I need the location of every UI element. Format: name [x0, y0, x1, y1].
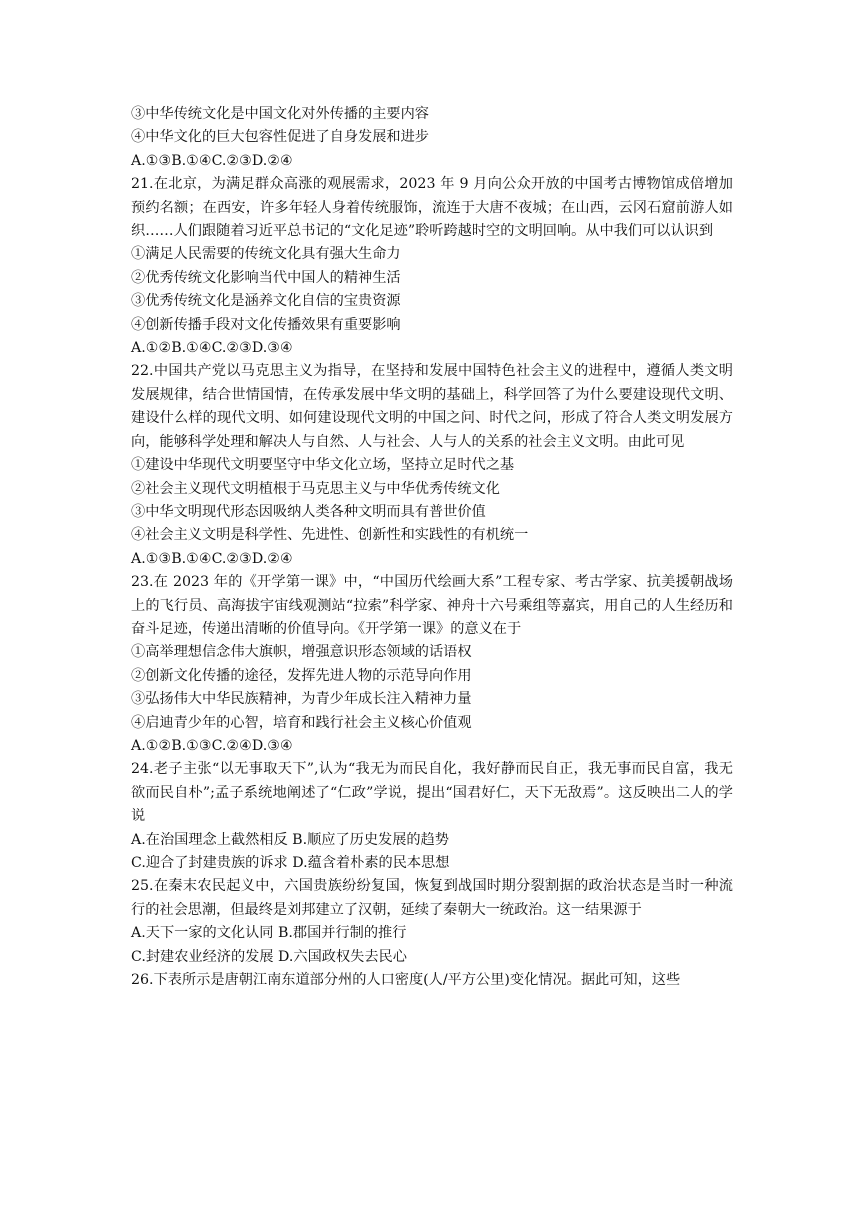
option-line: ④启迪青少年的心智，培育和践行社会主义核心价值观 — [131, 714, 472, 731]
answer-choices: C.封建农业经济的发展 D.六国政权失去民心 — [131, 948, 407, 965]
document-page — [131, 103, 733, 992]
question-21: 21.在北京，为满足群众高涨的观展需求，2023 年 9 月向公众开放的中国考古博物馆成倍增加预约名额；在西安，许多年轻人身着传统服饰，流连于大唐不夜城；在山西，云冈石窟前游人如织……人们跟随着习近平总书记的“文化足迹”聆听跨越时空的文明回响。从中我们可以认识到 — [131, 176, 733, 240]
option-line: ③弘扬伟大中华民族精神，为青少年成长注入精神力量 — [131, 691, 472, 708]
option-line: ④社会主义文明是科学性、先进性、创新性和实践性的有机统一 — [131, 527, 529, 544]
option-line: ②优秀传统文化影响当代中国人的精神生活 — [131, 269, 401, 286]
question-24: 24.老子主张“以无事取天下”,认为“我无为而民自化，我好静而民自正，我无事而民自富，我无欲而民自朴”;孟子系统地阐述了“仁政”学说，提出“国君好仁，天下无敌焉”。这反映出二人的学说 — [131, 761, 733, 825]
answer-choices: C.迎合了封建贵族的诉求 D.蕴含着朴素的民本思想 — [131, 855, 450, 871]
option-line: ①高举理想信念伟大旗帜，增强意识形态领域的话语权 — [131, 644, 472, 661]
question-23: 23.在 2023 年的《开学第一课》中，“中国历代绘画大系”工程专家、考古学家、抗美援朝战场上的飞行员、高海拔宇宙线观测站“拉索”科学家、神舟十六号乘组等嘉宾，用自己的人生经历和奋斗足迹，传递出清晰的价值导向。《开学第一课》的意义在于 — [131, 574, 733, 637]
option-line: ③优秀传统文化是涵养文化自信的宝贵资源 — [131, 293, 401, 310]
answer-choices: A.①③B.①④C.②③D.②④ — [131, 152, 293, 169]
answer-choices: A.①②B.①③C.②④D.③④ — [131, 737, 293, 754]
question-26: 26.下表所示是唐朝江南东道部分州的人口密度(人/平方公里)变化情况。据此可知，这些 — [131, 972, 681, 989]
option-line: ③中华文明现代形态因吸纳人类各种文明而具有普世价值 — [131, 503, 486, 520]
answer-choices: A.在治国理念上截然相反 B.顺应了历史发展的趋势 — [131, 831, 449, 848]
option-line: ④创新传播手段对文化传播效果有重要影响 — [131, 316, 401, 333]
option-line: ①满足人民需要的传统文化具有强大生命力 — [131, 246, 401, 263]
answer-choices: A.①②B.①④C.②③D.③④ — [131, 340, 293, 357]
option-line: ②创新文化传播的途径，发挥先进人物的示范导向作用 — [131, 667, 472, 684]
option-line: ②社会主义现代文明植根于马克思主义与中华优秀传统文化 — [131, 480, 500, 497]
question-22: 22.中国共产党以马克思主义为指导，在坚持和发展中国特色社会主义的进程中，遵循人类文明发展规律，结合世情国情，在传承发展中华文明的基础上，科学回答了为什么要建设现代文明、建设什么样的现代文明、如何建设现代文明的中国之问、时代之问，形成了符合人类文明发展方向，能够科学处理和解决人与自然、人与社会、人与人的关系的社会主义文明。由此可见 — [131, 363, 733, 450]
option-line: ④中华文化的巨大包容性促进了自身发展和进步 — [131, 129, 429, 146]
option-line: ③中华传统文化是中国文化对外传播的主要内容 — [131, 106, 429, 122]
option-line: ①建设中华现代文明要坚守中华文化立场，坚持立足时代之基 — [131, 457, 515, 474]
question-25: 25.在秦末农民起义中，六国贵族纷纷复国，恢复到战国时期分裂割据的政治状态是当时一种流行的社会思潮，但最终是刘邦建立了汉朝，延续了秦朝大一统政治。这一结果源于 — [131, 878, 733, 918]
answer-choices: A.天下一家的文化认同 B.郡国并行制的推行 — [131, 925, 407, 942]
answer-choices: A.①③B.①④C.②③D.②④ — [131, 550, 293, 567]
